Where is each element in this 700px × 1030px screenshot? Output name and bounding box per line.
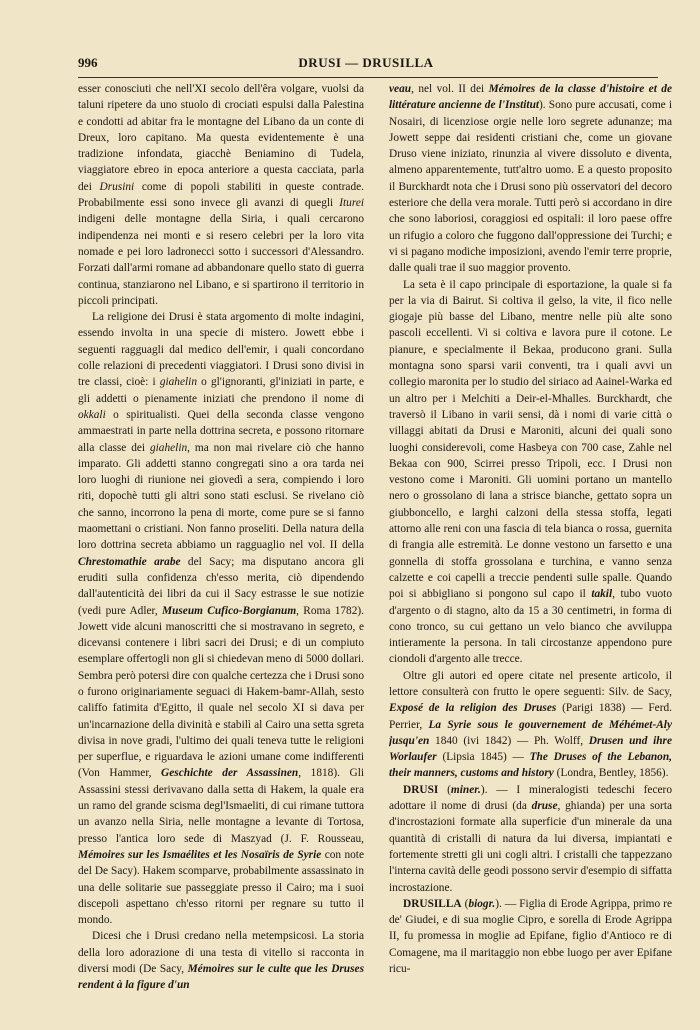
running-title: DRUSI — DRUSILLA — [298, 55, 434, 70]
paragraph-metempsychosis: Dicesi che i Drusi credano nella metempsicosi. La storia della loro adorazione di una testa di vitello si racconta in diversi modi (De Sacy, Mémoires sur le culte que les Druses rendent à la figure d'un — [78, 930, 364, 992]
entry-drusilla: DRUSILLA (biogr.). — Figlia di Erode Agrippa, primo re de' Giudei, e di sua moglie Cipro, e sorella di Erode Agrippa II, fu promessa in moglie ad Epifane, figlio d'Antioco re di Comagene, ma il maritaggio non ebbe luogo per aver Epifane ricu- — [389, 897, 672, 976]
right-column — [389, 81, 672, 996]
paragraph-religion: La religione dei Drusi è stata argomento di molte indagini, essendo involta in una specie di mistero. Jowett ebbe i seguenti ragguagli dal medico dell'emir, i quali concordano colle relazioni di precedenti viaggiatori. I Drusi sono divisi in tre classi, cioè: i giahelin o gl'ignoranti, gl'iniziati in parte, e gli addetti o pienamente iniziati che prendono il nome di okkali o spiritualisti. Quei della seconda classe vengono ammaestrati in parte nella dottrina secreta, e possono ritornare alla classe dei giahelin, ma non mai rivelare ciò che hanno imparato. Gli addetti stanno congregati sino a ora tarda nei loro luoghi di riunione nei giovedì a sera, compiendo i loro riti, dopochè tutti gli altri sono stati esclusi. Se rivelano ciò che sanno, incorrono la pena di morte, come pure se si fanno maomettani o cristiani. Non fanno proseliti. Della natura della loro dottrina secreta abbiamo un ragguaglio nel vol. II della Chrestomathie arabe del Sacy; ma disputano ancora gli eruditi sulla confidenza ch'esso merita, ciò dipendendo dall'autenticità dei libri da cui il Sacy estrasse le sue notizie (vedi pure Adler, Museum Cufico-Borgianum, Roma 1782). Jowett vide alcuni manoscritti che si mostravano in segreto, e dicevansi contenere i libri sacri dei Drusi; e di un compiuto esemplare offertogli non gli si chiedevan meno di 5000 dollari. Sembra però potersi dire con qualche certezza che i Drusi sono o furono originariamente seguaci di Hakem-bamr-Allah, sesto califfo fatimita d'Egitto, il quale nel secolo XI si dava per un'incarnazione della divinità e stabilì al Cairo una setta sgreta divisa in nove gradi, l'ultimo dei quali teneva tutte le religioni per superflue, e riguardava le azioni umane come indifferenti (Von Hammer, Geschichte der Assassinen, 1818). Gli Assassini stessi derivavano dalla setta di Hakem, la quale era un ramo del grande scisma degl'Ismaeliti, di cui rimane tuttora un avanzo nella Siria, nelle montagne a levante di Tortosa, presso l'antica loro sede di Maszyad (J. F. Rousseau, Mémoires sur les Ismaélites et les Nosaïris de Syrie con note del De Sacy). Hakem scomparve, probabilmente assassinato in una delle solitarie sue passeggiate presso il Cairo; ma i suoi discepoli aspettano ch'esso ritorni per regnare su tutto il mondo. — [78, 311, 364, 927]
paragraph-customs: veau, nel vol. II dei Mémoires de la classe d'histoire et de littérature ancienne de l'Institut). Sono pure accusati, come i Nosairi, di licenziose orgie nelle loro segrete adunanze; ma Jowett seppe dai residenti cristiani che, come un giovane Druso viene iniziato, rinunzia al vivere dissoluto e diventa, almeno apparentemente, tutt'altro uomo. E a questo proposito il Burckhardt nota che i Drusi sono più osservatori del decoro esteriore che della vera morale. Tutti però si accordano in dire che sono laboriosi, coraggiosi ed ospitali: il loro paese offre un rifugio a coloro che fuggono dall'oppressione dei Turchi; e vi si pagano modiche imposizioni, avendo l'emir terre proprie, dalle quali trae il suo maggior provento. — [389, 83, 672, 275]
entry-headword: DRUSILLA — [403, 897, 462, 910]
header-rule — [78, 77, 658, 78]
paragraph-bibliography: Oltre gli autori ed opere citate nel presente articolo, il lettore consulterà con frutto le opere seguenti: Silv. de Sacy, Exposé de la religion des Druses (Parigi 1838) — Ferd. Perrier, La Syrie sous le gouvernement de Méhémet-Aly jusqu'en 1840 (ivi 1842) — Ph. Wolff, Drusen und ihre Worlaufer (Lipsia 1845) — The Druses of the Lebanon, their manners, customs and history (Londra, Bentley, 1856). — [389, 669, 672, 780]
paragraph-origins: esser conosciuti che nell'XI secolo dell'êra volgare, vuolsi da taluni ripetere da uno stuolo di crociati espulsi dalla Palestina e condotti ad abitar fra le montagne del Libano da un conte di Dreux, loro capitano. Ma questa evidentemente è una tradizione infondata, giacchè Beniamino di Tudela, viaggiatore ebreo in epoca anteriore a questa cacciata, parla dei Drusini come di popoli stabiliti in queste contrade. Probabilmente essi sono invece gli avanzi di quegli Iturei indigeni delle montagne della Siria, i quali cercarono indipendenza nei monti e si resero celebri per la loro vita nomade e pei loro ladronecci sotto i successori d'Alessandro. Forzati dall'armi romane ad abbandonare quello stato di guerra continua, stanziarono nel Libano, e si spartirono il territorio in piccoli principati. — [78, 83, 364, 307]
left-column — [78, 81, 364, 996]
entry-headword: DRUSI — [403, 783, 439, 796]
running-header — [78, 52, 654, 74]
paragraph-economy: La seta è il capo principale di esportazione, la quale si fa per la via di Bairut. Si coltiva il gelso, la vite, il fico nelle giogaje più basse del Libano, mentre nelle più alte sono pascoli eccellenti. Vi si coltiva e lavora pure il cotone. Le pianure, e specialmente il Bekaa, producono grani. Sulla montagna sono sparsi varii conventi, tra i quali avvi un collegio maronita per lo studio del siriaco ad Aainel-Warka ed un altro per i Melchiti a Deir-el-Mhalles. Burckhardt, che traversò il Libano in varii sensi, dà i nomi di varie città o villaggi abitati da Drusi e Maroniti, alcuni dei quali sono luoghi considerevoli, come Hasbeya con 700 case, Zahle nel Bekaa con 900, Scirrei presso Tripoli, ecc. I Drusi non vestono come i Maroniti. Gli uomini portano un mantello nero o grossolano di lana a strisce bianche, gettato sopra un giubboncello, e larghi calzoni della stessa stoffa, legati attorno alle reni con una fascia di tela bianca o rossa, guernita di frangia alle estremità. Le donne vestono un farsetto e una gonnella di stoffa grossolana e turchina, e vanno senza calzette e coi capelli a treccie pendenti sulle spalle. Quando poi si abbigliano si pongono sul capo il takil, tubo vuoto d'argento o di stagno, alto da 15 a 30 centimetri, in forma di cono tronco, su cui gettano un velo bianco che avviluppa intieramente la persona. In tali circostanze appendono pure ciondoli d'argento alle trecce. — [389, 278, 672, 666]
page-number: 996 — [78, 55, 98, 70]
entry-drusi-mineral: DRUSI (miner.). — I mineralogisti tedeschi fecero adottare il nome di drusi (da druse, ghianda) per una sorta d'incrostazioni formate alla superficie d'un minerale da una quantità di cristalli di natura da lui diversa, impiantati e fortemente stretti gli uni cogli altri. I cristalli che tappezzano l'interna cavità delle geodi possono servir d'esempio di siffatta incrostazione. — [389, 783, 672, 894]
